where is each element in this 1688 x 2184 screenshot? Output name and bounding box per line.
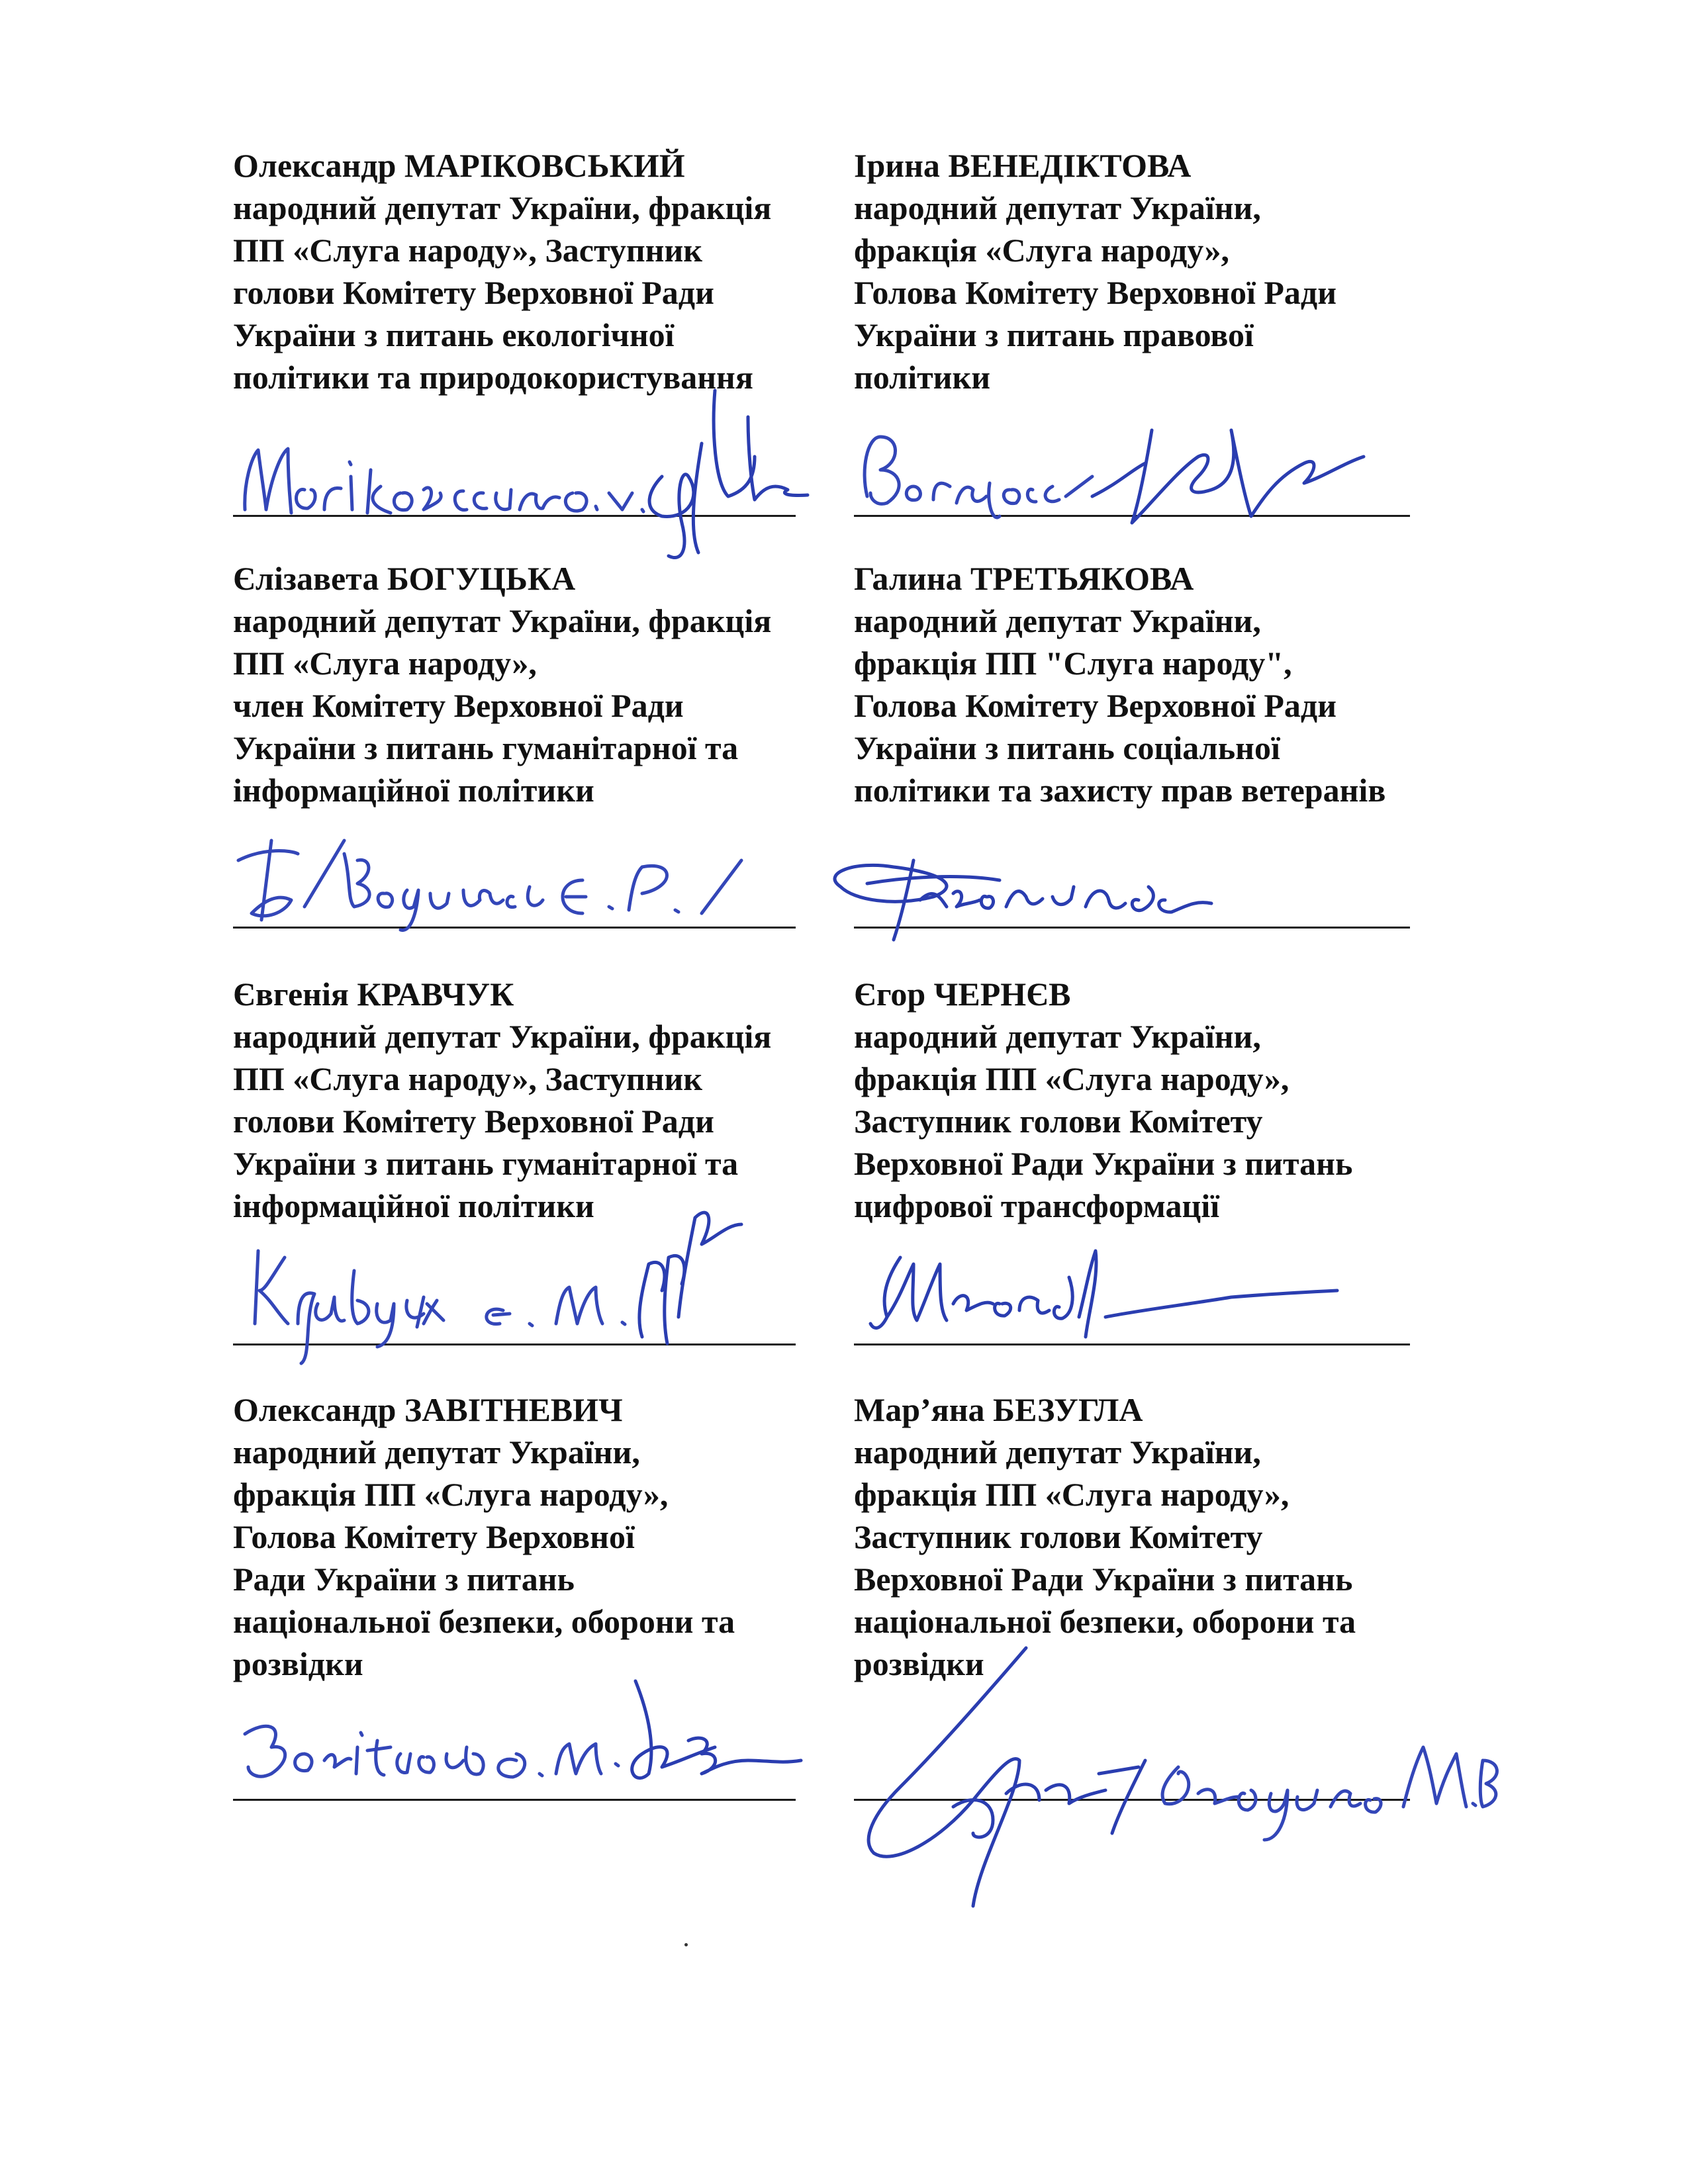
signature-marikovskyi [225,377,821,569]
signatory-block-bohutska [233,557,829,811]
signatory-position: народний депутат України, фракція ПП «Слуга народу», Заступник голови Комітету Верховної Ради України з питань національної безпеки, оборони та розвідки [854,1433,1356,1682]
signatory-name: Євгенія КРАВЧУК [233,976,514,1013]
signatory-name: Олександр ЗАВІТНЕВИЧ [233,1391,623,1428]
signatory-block-bezuhla [854,1388,1450,1685]
signatory-position: народний депутат України, фракція ПП «Слуга народу», Заступник голови Комітету Верховної Ради України з питань екологічної політики та природокористування [233,189,772,396]
scan-speck [684,1943,688,1946]
signature-venediktova [841,390,1403,549]
signatory-name: Мар’яна БЕЗУГЛА [854,1391,1143,1428]
signatory-position: народний депутат України, фракція ПП «Слуга народу», Заступник голови Комітету Верховної Ради України з питань гуманітарної та інформаційної політики [233,1018,772,1224]
signatory-block-tretiakova [854,557,1450,811]
signatory-name: Єлізавета БОГУЦЬКА [233,560,576,597]
signatory-name: Галина ТРЕТЬЯКОВА [854,560,1194,597]
signatory-position: народний депутат України, фракція ПП «Слуга народу», Заступник голови Комітету Верховної Ради України з питань цифрової трансформації [854,1018,1353,1224]
signature-bohutska [212,821,808,953]
signatory-position: народний депутат України, фракція «Слуга народу», Голова Комітету Верховної Ради України з питань правової політики [854,189,1337,396]
signatory-block-cherniev [854,973,1450,1227]
signature-zavitnevych [225,1674,834,1820]
signature-kravchuk [238,1185,821,1343]
signature-bezuhla [821,1641,1509,1919]
signatory-position: народний депутат України, фракція ПП "Слуга народу", Голова Комітету Верховної Ради України з питань соціальної політики та захисту прав ветеранів [854,602,1386,809]
signatory-block-marikovskyi [233,144,829,398]
signatory-block-venediktova [854,144,1450,398]
signature-line [233,1343,796,1345]
signature-cherniev [861,1218,1377,1350]
signatory-name: Єгор ЧЕРНЄВ [854,976,1071,1013]
signatory-name: Ірина ВЕНЕДІКТОВА [854,147,1192,184]
signatory-name: Олександр МАРІКОВСЬКИЙ [233,147,685,184]
signatory-position: народний депутат України, фракція ПП «Слуга народу», Голова Комітету Верховної Ради України з питань національної безпеки, оборони та розвідки [233,1433,735,1682]
signatory-position: народний депутат України, фракція ПП «Слуга народу», член Комітету Верховної Ради України з питань гуманітарної та інформаційної політики [233,602,772,809]
signature-tretiakova [814,821,1291,953]
signatory-block-zavitnevych [233,1388,829,1685]
